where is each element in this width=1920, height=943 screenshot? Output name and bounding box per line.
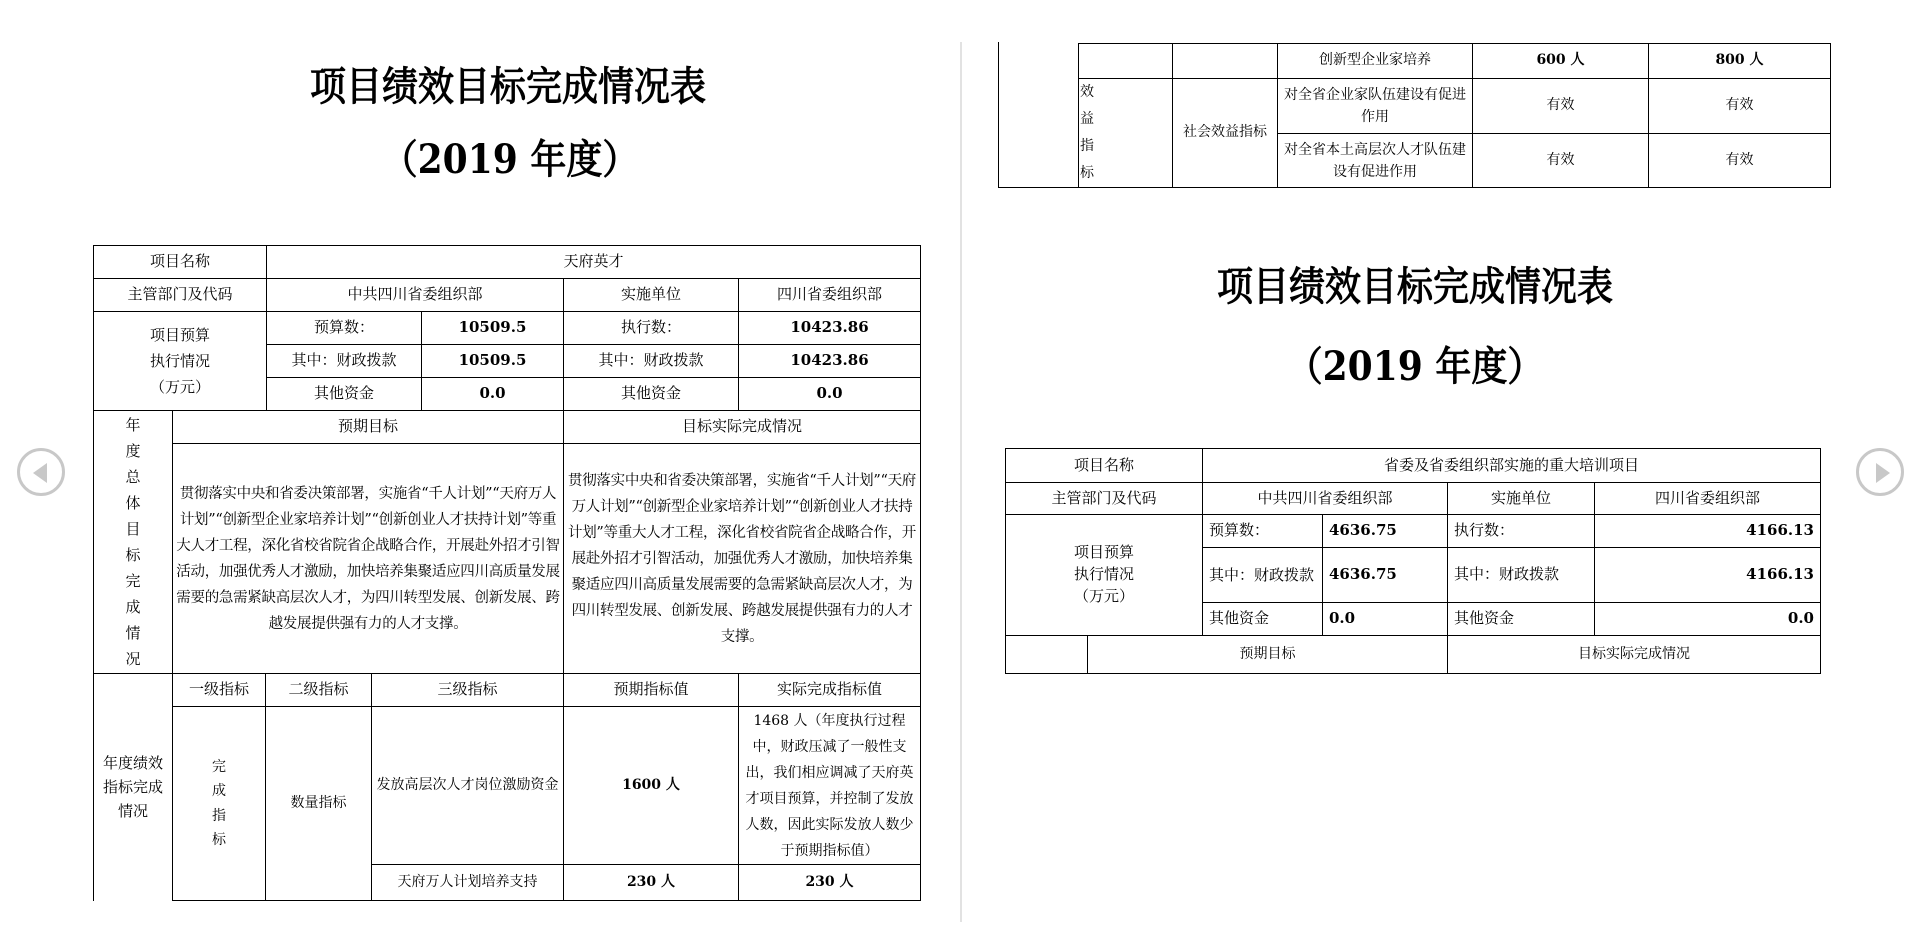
label-char: 标 (1080, 165, 1094, 181)
continued-first-col (998, 42, 1079, 188)
indicator-expected: 有效 (1472, 78, 1649, 134)
indicator-actual: 1468 人（年度执行过程中，财政压减了一般性支出，我们相应调减了天府英才项目预算，并控制了发放人数，因此实际发放人数少于预期指标值） (738, 706, 921, 865)
label-char: 情 (125, 624, 141, 642)
actual-goal-header: 目标实际完成情况 (1447, 635, 1821, 674)
indicator-expected: 600 人 (1472, 43, 1649, 79)
label-char: 况 (125, 650, 141, 668)
chevron-right-icon (1876, 463, 1890, 483)
exec-row-label: 其他资金 (563, 377, 739, 411)
continued-level2-empty (1172, 43, 1278, 79)
project-name-value: 省委及省委组织部实施的重大培训项目 (1202, 448, 1821, 483)
label-char: 完 (125, 572, 141, 590)
page-divider (960, 42, 962, 922)
budget-label (93, 311, 267, 411)
label-char: 效 (1080, 84, 1094, 100)
expected-goal-header: 预期目标 (172, 410, 564, 444)
page-year: （2019 年度） (1286, 343, 1544, 390)
indicator-name: 创新型企业家培养 (1277, 43, 1473, 79)
exec-row-value: 0.0 (1594, 602, 1821, 636)
budget-label-line: （万元） (1073, 586, 1134, 605)
label-char: 总 (125, 468, 141, 486)
exec-row-value: 10423.86 (738, 344, 921, 378)
budget-row-value: 0.0 (1322, 602, 1448, 636)
budget-label-line: （万元） (149, 378, 210, 397)
budget-row-value: 4636.75 (1322, 514, 1448, 548)
project-name-label: 项目名称 (1005, 448, 1203, 483)
budget-row-label: 预算数： (1202, 514, 1323, 548)
page-title: 项目绩效目标完成情况表 (1217, 264, 1613, 310)
benefit-level1 (1078, 78, 1173, 188)
dept-value: 中共四川省委组织部 (266, 278, 564, 312)
dept-value: 中共四川省委组织部 (1202, 482, 1448, 515)
label-char: 成 (212, 783, 226, 799)
label-char: 年 (125, 416, 141, 434)
dept-label: 主管部门及代码 (93, 278, 267, 312)
project-name-label: 项目名称 (93, 245, 267, 279)
expected-goal-header: 预期目标 (1087, 635, 1448, 674)
impl-value: 四川省委组织部 (1594, 482, 1821, 515)
label-char: 完 (212, 758, 226, 775)
project-name-value: 天府英才 (266, 245, 921, 279)
budget-row-label: 其他资金 (266, 377, 422, 411)
exec-row-value: 4166.13 (1594, 514, 1821, 548)
budget-label-line: 项目预算 (149, 325, 210, 344)
header-expected: 预期指标值 (563, 673, 739, 707)
annual-goal-label-empty (1005, 635, 1088, 674)
exec-row-label: 其他资金 (1447, 602, 1595, 636)
label-char: 指 (1080, 138, 1094, 154)
exec-row-value: 4166.13 (1594, 547, 1821, 603)
indicator-actual: 800 人 (1648, 43, 1831, 79)
budget-row-label: 其他资金 (1202, 602, 1323, 636)
impl-value: 四川省委组织部 (738, 278, 921, 312)
label-char: 指 (212, 807, 226, 824)
budget-label-line: 执行情况 (149, 351, 210, 370)
perf-label (93, 673, 173, 901)
indicator-actual: 有效 (1648, 78, 1831, 134)
page-year: （2019 年度） (381, 136, 639, 183)
budget-row-value: 4636.75 (1322, 547, 1448, 603)
level1-value (172, 706, 266, 901)
budget-label-line: 执行情况 (1073, 565, 1134, 584)
impl-label: 实施单位 (1447, 482, 1595, 515)
expected-goal-text: 贯彻落实中央和省委决策部署，实施省“千人计划”“天府万人计划”“创新型企业家培养计划”“创新创业人才扶持计划”等重大人才工程，深化省校省院省企战略合作，开展赴外招才引智活动，加强优秀人才激励，加快培养集聚适应四川高质量发展需要的急需紧缺高层次人才，为四川转型发展、创新发展、跨越发展提供强有力的人才支撑。 (172, 443, 564, 674)
header-actual: 实际完成指标值 (738, 673, 921, 707)
annual-goal-label (93, 410, 173, 674)
indicator-expected: 1600 人 (563, 706, 739, 865)
budget-label-line: 项目预算 (1073, 543, 1134, 562)
label-char: 目 (125, 520, 141, 538)
exec-row-label: 其中：财政拨款 (563, 344, 739, 378)
exec-row-label: 执行数： (563, 311, 739, 345)
label-char: 成 (125, 598, 141, 616)
actual-goal-header: 目标实际完成情况 (563, 410, 921, 444)
header-level1: 一级指标 (172, 673, 266, 707)
prev-page-button[interactable] (17, 448, 65, 496)
label-char: 度 (125, 442, 141, 460)
chevron-left-icon (33, 463, 47, 483)
perf-label-line: 指标完成 (102, 778, 163, 796)
exec-row-label: 其中：财政拨款 (1447, 547, 1595, 603)
indicator-expected: 230 人 (563, 864, 739, 901)
perf-label-line: 情况 (117, 802, 148, 820)
indicator-expected: 有效 (1472, 133, 1649, 188)
exec-row-value: 10423.86 (738, 311, 921, 345)
level2-value: 数量指标 (265, 706, 372, 901)
exec-row-label: 执行数： (1447, 514, 1595, 548)
budget-row-label: 其中：财政拨款 (1202, 547, 1323, 603)
budget-label (1005, 514, 1203, 636)
indicator-actual: 230 人 (738, 864, 921, 901)
budget-row-value: 10509.5 (421, 344, 564, 378)
budget-row-value: 0.0 (421, 377, 564, 411)
dept-label: 主管部门及代码 (1005, 482, 1203, 515)
label-char: 标 (212, 832, 226, 848)
impl-label: 实施单位 (563, 278, 739, 312)
header-level2: 二级指标 (265, 673, 372, 707)
label-char: 体 (125, 494, 141, 512)
next-page-button[interactable] (1856, 448, 1904, 496)
indicator-name: 对全省企业家队伍建设有促进作用 (1277, 78, 1473, 134)
exec-row-value: 0.0 (738, 377, 921, 411)
indicator-actual: 有效 (1648, 133, 1831, 188)
continued-level1-empty (1078, 43, 1173, 79)
indicator-name: 发放高层次人才岗位激励资金 (371, 706, 564, 865)
perf-label-line: 年度绩效 (102, 754, 163, 772)
actual-goal-text: 贯彻落实中央和省委决策部署，实施省“千人计划”“天府万人计划”“创新型企业家培养计划”“创新创业人才扶持计划”等重大人才工程，深化省校省院省企战略合作，开展赴外招才引智活动，加强优秀人才激励，加快培养集聚适应四川高质量发展需要的急需紧缺高层次人才，为四川转型发展、创新发展、跨越发展提供强有力的人才支撑。 (563, 443, 921, 674)
label-char: 益 (1080, 111, 1094, 127)
benefit-level2: 社会效益指标 (1172, 78, 1278, 188)
header-level3: 三级指标 (371, 673, 564, 707)
budget-row-label: 其中：财政拨款 (266, 344, 422, 378)
indicator-name: 天府万人计划培养支持 (371, 864, 564, 901)
label-char: 标 (125, 546, 141, 564)
indicator-name: 对全省本土高层次人才队伍建设有促进作用 (1277, 133, 1473, 188)
page-title: 项目绩效目标完成情况表 (310, 64, 706, 110)
budget-row-label: 预算数： (266, 311, 422, 345)
budget-row-value: 10509.5 (421, 311, 564, 345)
